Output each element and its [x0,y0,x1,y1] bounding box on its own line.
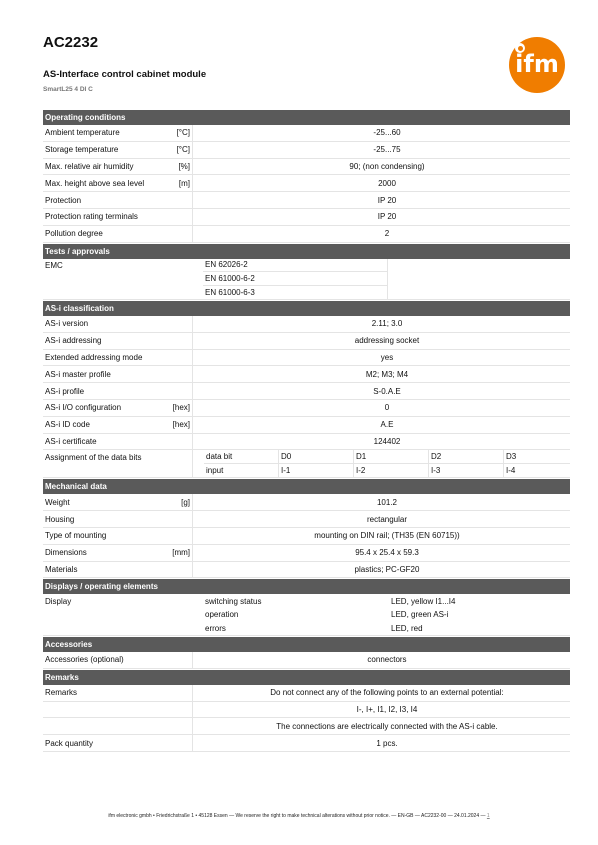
emc-standard: EN 61000-6-3 [203,286,388,300]
row-unit: [hex] [169,417,193,433]
table-row [43,383,570,400]
row-unit [169,209,193,225]
table-row [43,545,570,562]
row-label: Weight [45,497,70,507]
row-label: EMC [45,260,63,270]
display-value: LED, red [391,623,423,633]
table-row [43,259,570,273]
operating-rows [43,125,570,243]
emc-standard: EN 62026-2 [203,259,388,273]
row-label: Assignment of the data bits [45,452,142,462]
row-label: AS-i version [45,319,89,329]
row-value: M2; M3; M4 [365,369,409,379]
row-unit [169,316,193,332]
row-label: Remarks [45,688,78,698]
bits-cell: D3 [503,450,570,463]
row-value: IP 20 [377,195,397,205]
table-row [43,464,570,479]
remark-line: Do not connect any of the following points to an external potential: [270,688,504,698]
table-row [43,494,570,511]
bits-cell: I-1 [278,464,353,478]
row-unit: [hex] [169,400,193,416]
ifm-logo [509,37,565,93]
row-label: Protection [45,195,82,205]
row-unit [169,226,193,242]
display-name: operation [205,610,239,620]
row-label: Display [45,596,72,606]
table-row [43,366,570,383]
table-row [43,718,570,735]
table-row [43,621,570,636]
row-value: 90; (non condensing) [349,161,425,171]
row-label: Type of mounting [45,531,107,541]
row-label: AS-i certificate [45,437,97,447]
table-row [43,511,570,528]
row-unit [169,528,193,544]
row-label: Extended addressing mode [45,353,143,363]
section-mechanical-data: Mechanical data [43,479,570,494]
footer-text: ifm electronic gmbh • Friedrichstraße 1 • 45128 Essen — We reserve the right to make technical alterations without prior notice. — EN-GB — AC2232-00 — 24.01.2024 — [108,813,486,819]
row-value: IP 20 [377,212,397,222]
table-row [43,175,570,192]
row-value: connectors [367,655,407,665]
row-label: Materials [45,565,78,575]
row-value: 124402 [373,437,401,447]
row-label: AS-i master profile [45,369,111,379]
row-value: rectangular [366,514,408,524]
row-value: addressing socket [354,336,420,346]
row-unit: [mm] [169,545,193,561]
section-tests-approvals: Tests / approvals [43,244,570,259]
table-row [43,226,570,243]
table-row [43,286,570,301]
section-displays: Displays / operating elements [43,579,570,594]
row-unit: [g] [169,494,193,510]
section-asi-classification: AS-i classification [43,301,570,316]
table-row [43,142,570,159]
row-label: Max. relative air humidity [45,161,134,171]
row-unit: [°C] [169,142,193,158]
display-value: LED, yellow I1...I4 [391,596,456,606]
row-value: A.E [380,420,394,430]
bits-header: data bit [206,452,233,462]
row-label: AS-i profile [45,386,85,396]
section-accessories: Accessories [43,637,570,652]
logo-text: ifm [515,50,559,78]
table-row [43,735,570,752]
table-row [43,528,570,545]
display-value: LED, green AS-i [391,610,449,620]
product-title: AC2232 [43,34,99,51]
table-row [43,333,570,350]
table-row [43,316,570,333]
table-row [43,562,570,579]
table-row [43,450,570,464]
table-row [43,652,570,669]
row-value: 2.11; 3.0 [371,319,403,329]
bits-cell: D2 [428,450,503,463]
row-value: S-0.A.E [373,386,401,396]
row-unit [169,333,193,349]
row-value: mounting on DIN rail; (TH35 (EN 60715)) [314,531,460,541]
row-value: 2000 [378,178,396,188]
row-label: Protection rating terminals [45,212,138,222]
table-row [43,125,570,142]
row-label: AS-i ID code [45,420,90,430]
row-label: AS-i addressing [45,336,102,346]
row-value: -25...75 [373,145,401,155]
table-row [43,209,570,226]
table-row [43,594,570,608]
row-unit [169,366,193,382]
row-value: 101.2 [376,497,398,507]
table-row [43,417,570,434]
display-name: switching status [205,596,262,606]
row-unit [169,511,193,527]
row-unit [169,562,193,578]
row-unit: [°C] [169,125,193,141]
table-row [43,159,570,176]
remark-line: The connections are electrically connected with the AS-i cable. [276,721,498,731]
row-unit [169,383,193,399]
row-value: plastics; PC-GF20 [354,565,420,575]
bits-cell: I-2 [353,464,428,478]
product-subtitle: AS-Interface control cabinet module [43,69,207,80]
row-value: 2 [384,229,390,239]
bits-header: input [206,466,224,476]
page-number-link[interactable]: 1 [486,813,490,819]
row-value: yes [380,353,394,363]
table-row [43,350,570,367]
table-row [43,192,570,209]
remark-line: I-, I+, I1, I2, I3, I4 [356,704,418,714]
bits-cell: D1 [353,450,428,463]
table-row [43,685,570,702]
row-label: Max. height above sea level [45,178,145,188]
row-label: Accessories (optional) [45,655,124,665]
row-unit [169,192,193,208]
bits-cell: I-4 [503,464,570,478]
row-label: AS-i I/O configuration [45,403,122,413]
table-row [43,400,570,417]
bits-cell: D0 [278,450,353,463]
row-label: Ambient temperature [45,128,120,138]
bits-cell: I-3 [428,464,503,478]
row-value: 0 [384,403,390,413]
table-row [43,434,570,451]
product-variant: SmartL25 4 DI C [43,86,93,93]
row-value: -25...60 [373,128,401,138]
row-unit [169,434,193,450]
section-operating-conditions: Operating conditions [43,110,570,125]
row-label: Pack quantity [45,738,94,748]
row-value: 95.4 x 25.4 x 59.3 [355,548,419,558]
row-label: Dimensions [45,548,87,558]
emc-standard: EN 61000-6-2 [203,272,388,286]
row-unit [169,350,193,366]
row-unit: [m] [169,175,193,191]
row-label: Housing [45,514,75,524]
row-value: 1 pcs. [376,738,398,748]
row-label: Storage temperature [45,145,119,155]
section-remarks: Remarks [43,670,570,685]
page-footer [0,813,598,819]
display-name: errors [205,623,226,633]
row-label: Pollution degree [45,229,103,239]
table-row [43,702,570,719]
datasheet-table [43,109,570,752]
table-row [43,608,570,622]
row-unit: [%] [169,159,193,175]
table-row [43,272,570,286]
